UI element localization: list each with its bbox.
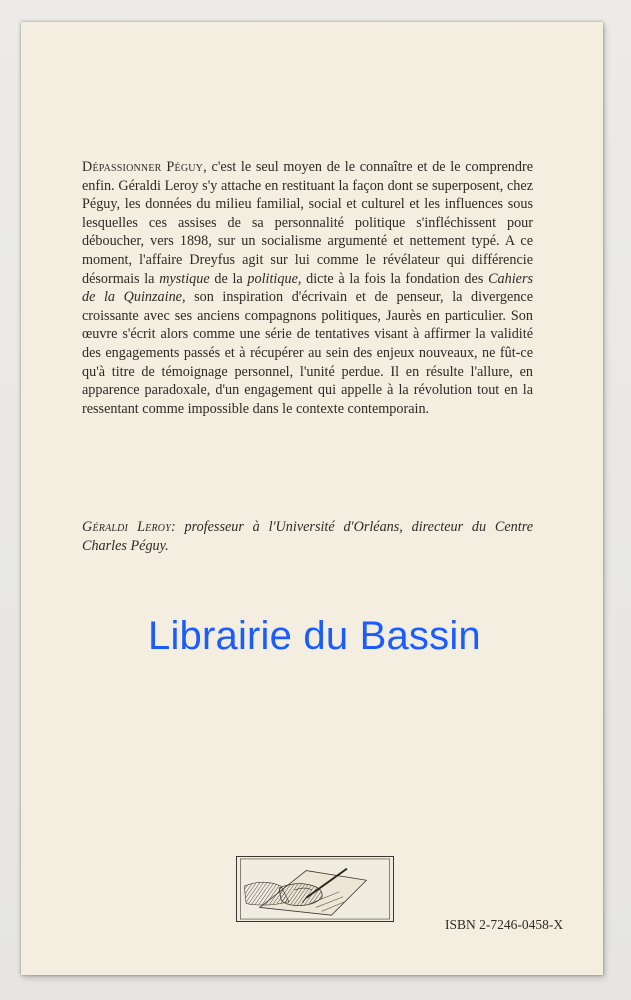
blurb-text-3: dicte à la fois la fondation des [301, 270, 489, 287]
author-name: Géraldi Leroy [82, 519, 171, 535]
author-bio [82, 518, 533, 555]
hand-writing-emblem-icon [236, 856, 394, 922]
emblem-drawing [237, 857, 393, 921]
blurb-mystique: mystique [159, 270, 210, 287]
blurb-politique: politique, [247, 270, 302, 287]
blurb-paragraph [82, 158, 533, 418]
blurb-text-2: de la [209, 270, 248, 287]
bookseller-watermark: Librairie du Bassin [148, 614, 481, 658]
isbn-number: ISBN 2-7246-0458-X [445, 917, 564, 932]
blurb-lead-in: Dépassionner Péguy, [82, 159, 207, 175]
author-description: : professeur à l'Université d'Orléans, directeur du Centre Charles Péguy. [82, 519, 533, 554]
blurb-text-1: c'est le seul moyen de le connaître et de le comprendre enfin. Géraldi Leroy s'y attache en restituant la façon dont se superposent, chez Péguy, les données du milieu familial, social et culturel et les influences sous lesquelles ces assises de sa personnalité politique s'infléchissent pour déboucher, vers 1898, sur un socialisme argumenté et nettement typé. A ce moment, l'affaire Dreyfus agit sur lui comme le révélateur qui différencie désormais la [82, 159, 533, 287]
blurb-text-4: son inspiration d'écrivain et de penseur, la divergence croissante avec ses anciens compagnons politiques, Jaurès en particulier. Son œuvre s'écrit alors comme une série de tentatives visant à affirmer la validité des engagements passés et à récupérer au sein des enjeux nouveaux, ne fût-ce qu'à titre de témoignage personnel, l'unité perdue. Il en résulte l'allure, en apparence paradoxale, d'un engagement qui appelle à la révolution tout en la ressentant comme impossible dans le contexte contemporain. [82, 289, 534, 417]
blurb-cahiers-title: Cahiers de la Quinzaine, [82, 270, 533, 306]
